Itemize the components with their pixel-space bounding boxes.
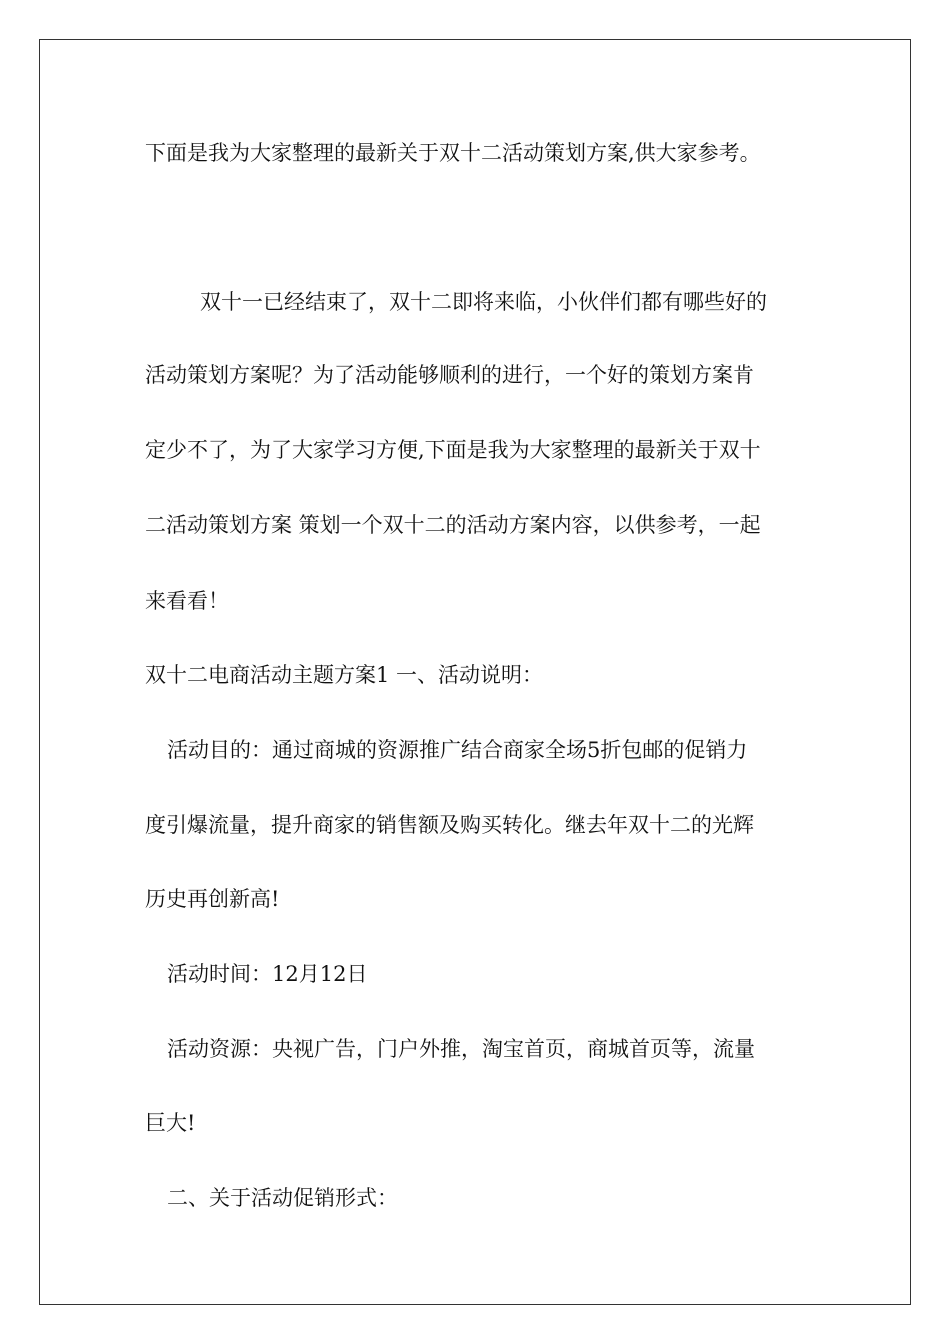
paragraph-line: 双十一已经结束了，双十二即将来临，小伙伴们都有哪些好的 [200, 290, 767, 314]
resource-line: 巨大! [145, 1111, 196, 1135]
purpose-line: 活动目的：通过商城的资源推广结合商家全场5折包邮的促销力 [167, 738, 748, 762]
paragraph-line: 来看看！ [145, 589, 229, 613]
paragraph-line: 定少不了，为了大家学习方便,下面是我为大家整理的最新关于双十 [145, 438, 761, 462]
purpose-line: 度引爆流量，提升商家的销售额及购买转化。继去年双十二的光辉 [145, 813, 754, 837]
section-heading: 双十二电商活动主题方案1 一、活动说明： [145, 663, 544, 687]
paragraph-line: 二活动策划方案 策划一个双十二的活动方案内容，以供参考，一起 [145, 513, 761, 537]
purpose-line: 历史再创新高! [145, 887, 280, 911]
intro-text: 下面是我为大家整理的最新关于双十二活动策划方案,供大家参考。 [145, 141, 761, 165]
section-heading: 二、关于活动促销形式： [167, 1186, 398, 1210]
activity-time: 活动时间：12月12日 [167, 962, 368, 986]
paragraph-line: 活动策划方案呢？为了活动能够顺利的进行，一个好的策划方案肯 [145, 363, 754, 387]
resource-line: 活动资源：央视广告，门户外推，淘宝首页，商城首页等，流量 [167, 1037, 755, 1061]
